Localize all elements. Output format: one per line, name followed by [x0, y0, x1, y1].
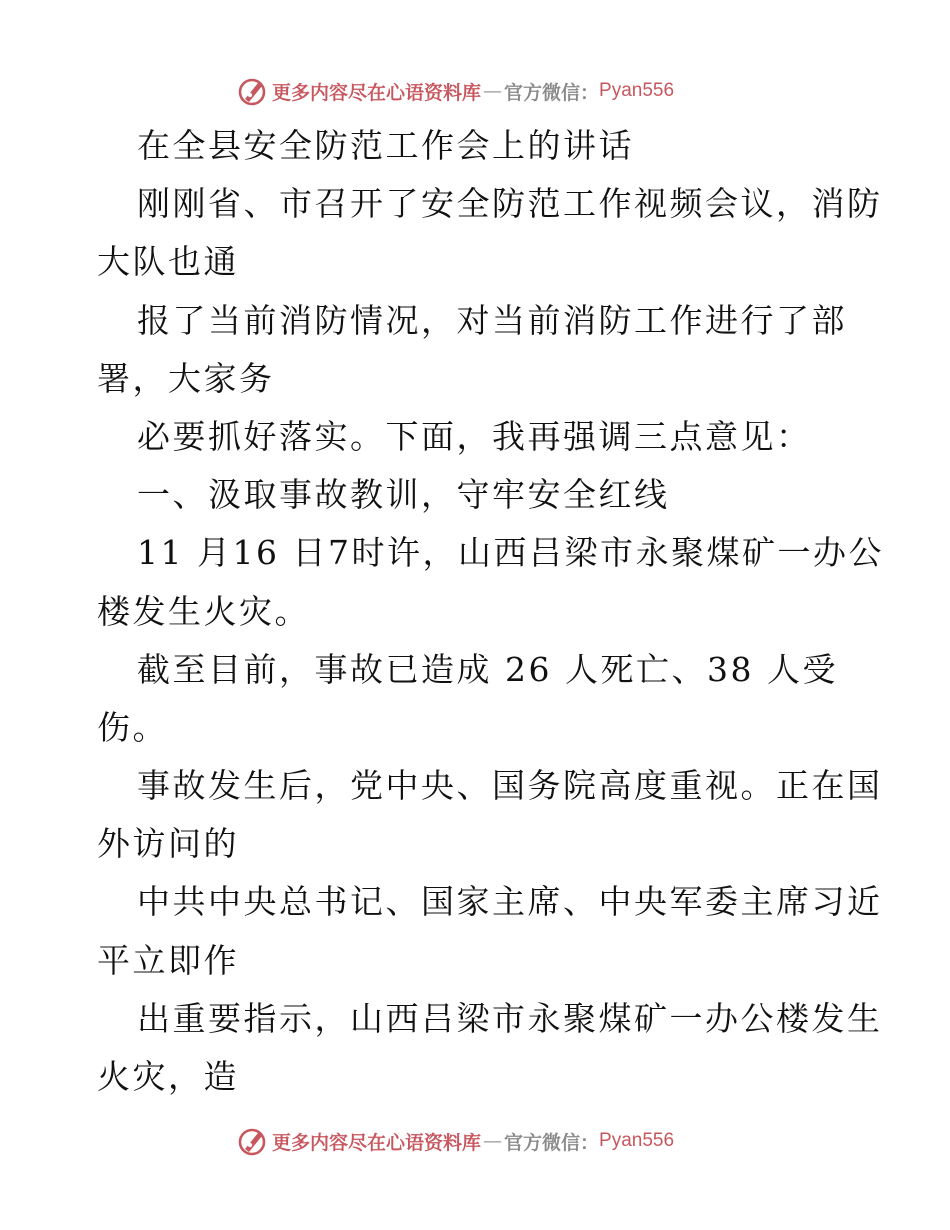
- paragraph-line: 必要抓好落实。下面，我再强调三点意见：: [137, 416, 812, 456]
- paragraph-line: 伤。: [97, 707, 168, 747]
- paragraph-line: 署，大家务: [97, 358, 275, 398]
- paragraph-line: 截至目前，事故已造成 26 人死亡、38 人受: [137, 649, 838, 689]
- pen-circle-logo-icon: [236, 75, 268, 107]
- watermark-dash: —: [483, 1130, 503, 1152]
- paragraph-line: 楼发生火灾。: [97, 591, 310, 631]
- paragraph-line: 报了当前消防情况，对当前消防工作进行了部: [137, 300, 847, 340]
- paragraph-line: 平立即作: [97, 940, 239, 980]
- header-watermark: [236, 74, 674, 108]
- paragraph-line: 中共中央总书记、国家主席、中央军委主席习近: [137, 882, 883, 922]
- paragraph-line: 事故发生后，党中央、国务院高度重视。正在国: [137, 766, 883, 806]
- document-title: 在全县安全防范工作会上的讲话: [137, 126, 634, 165]
- paragraph-line: 火灾，造: [97, 1057, 239, 1096]
- pen-circle-logo-icon: [236, 1125, 268, 1157]
- paragraph-line: 出重要指示，山西吕梁市永聚煤矿一办公楼发生: [137, 998, 883, 1038]
- watermark-text: 更多内容尽在心语资料库: [272, 81, 482, 104]
- watermark-wechat-id: Pyan556: [599, 80, 675, 101]
- watermark-wechat-label: 官方微信：: [504, 1131, 600, 1154]
- paragraph-line: 大队也通: [97, 242, 239, 282]
- watermark-wechat-id: Pyan556: [599, 1130, 675, 1151]
- footer-watermark: [236, 1124, 674, 1158]
- paragraph-line: 11 月16 日7时许，山西吕梁市永聚煤矿一办公: [137, 533, 884, 573]
- watermark-text: 更多内容尽在心语资料库: [272, 1131, 482, 1154]
- paragraph-line: 外访问的: [97, 824, 239, 864]
- document-body: [97, 117, 884, 1106]
- watermark-wechat-label: 官方微信：: [504, 81, 600, 104]
- watermark-dash: —: [483, 80, 503, 102]
- section-heading: 一、汲取事故教训，守牢安全红线: [137, 475, 670, 515]
- paragraph-line: 刚刚省、市召开了安全防范工作视频会议，消防: [137, 184, 883, 224]
